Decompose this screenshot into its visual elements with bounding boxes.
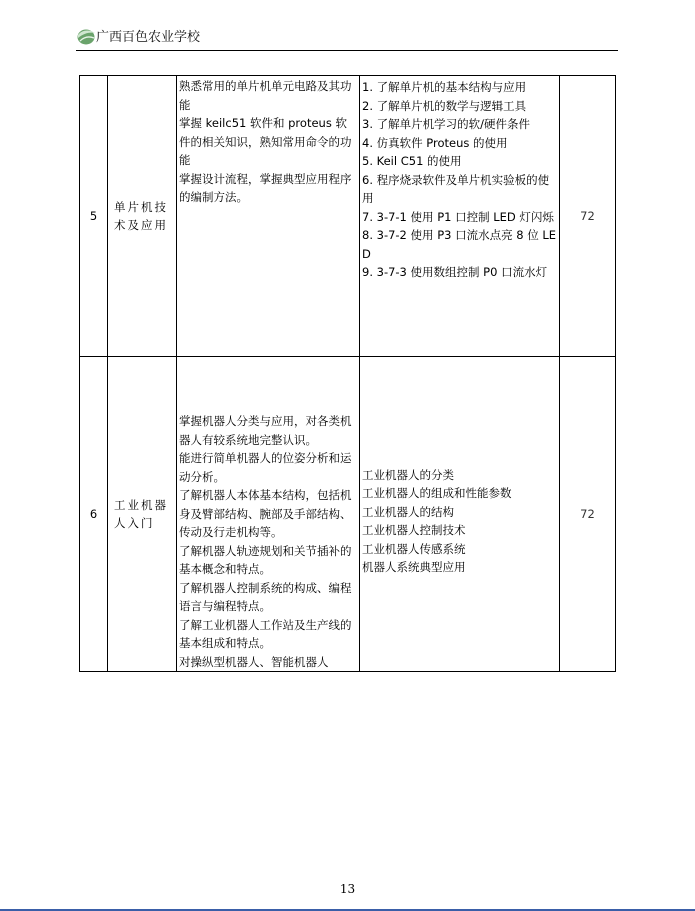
- content-line: 3. 了解单片机学习的软/硬件条件: [362, 117, 531, 131]
- content-line: 4. 仿真软件 Proteus 的使用: [362, 135, 508, 150]
- objective-line: 能进行简单机器人的位姿分析和运动分析。: [179, 451, 352, 484]
- objective-line: 掌握 keilc51 软件和 proteus 软件的相关知识，熟知常用命令的功能: [179, 116, 352, 167]
- course-table: [79, 75, 616, 672]
- page-header: [76, 26, 618, 51]
- table-row: [80, 76, 616, 357]
- content-line: 2. 了解单片机的数学与逻辑工具: [362, 98, 527, 113]
- objective-line: 了解机器人轨迹规划和关节插补的基本概念和特点。: [179, 543, 352, 576]
- objective-line: 了解工业机器人工作站及生产线的基本组成和特点。: [179, 617, 352, 650]
- content-line: 工业机器人控制技术: [362, 523, 466, 537]
- course-contents: [360, 357, 560, 672]
- table-row: [80, 357, 616, 672]
- course-objectives: [177, 357, 360, 672]
- objective-line: 了解机器人本体基本结构，包括机身及臂部结构、腕部及手部结构、传动及行走机构等。: [179, 488, 352, 539]
- content-line: 6. 程序烧录软件及单片机实验板的使用: [362, 172, 550, 205]
- content-line: 工业机器人传感系统: [362, 541, 466, 556]
- course-hours: 72: [560, 357, 616, 672]
- objective-line: 对操纵型机器人、智能机器人: [179, 654, 329, 669]
- course-hours: 72: [560, 76, 616, 357]
- objective-line: 掌握设计流程，掌握典型应用程序的编制方法。: [179, 171, 352, 204]
- course-contents: [360, 76, 560, 357]
- content-line: 机器人系统典型应用: [362, 560, 466, 574]
- course-objectives: [177, 76, 360, 357]
- content-line: 5. Keil C51 的使用: [362, 154, 462, 168]
- school-name: 广西百色农业学校: [96, 30, 201, 45]
- content-line: 9. 3-7-3 使用数组控制 P0 口流水灯: [362, 265, 548, 279]
- content-line: 工业机器人的结构: [362, 504, 454, 519]
- objective-line: 掌握机器人分类与应用，对各类机器人有较系统地完整认识。: [179, 414, 352, 447]
- content-line: 工业机器人的分类: [362, 467, 454, 482]
- course-number: 5: [80, 76, 108, 357]
- content-line: 8. 3-7-2 使用 P3 口流水点亮 8 位 LED: [362, 228, 557, 261]
- page-number: 13: [339, 882, 356, 896]
- content-line: 工业机器人的组成和性能参数: [362, 486, 512, 500]
- course-number: 6: [80, 357, 108, 672]
- content-line: 1. 了解单片机的基本结构与应用: [362, 80, 527, 94]
- content-line: 7. 3-7-1 使用 P1 口控制 LED 灯闪烁: [362, 209, 554, 224]
- course-name: 单片机技术及应用: [108, 76, 177, 357]
- course-name: 工业机器人入门: [108, 357, 177, 672]
- school-logo-icon: [76, 26, 96, 46]
- objective-line: 熟悉常用的单片机单元电路及其功能: [179, 79, 352, 112]
- objective-line: 了解机器人控制系统的构成、编程语言与编程特点。: [179, 580, 352, 613]
